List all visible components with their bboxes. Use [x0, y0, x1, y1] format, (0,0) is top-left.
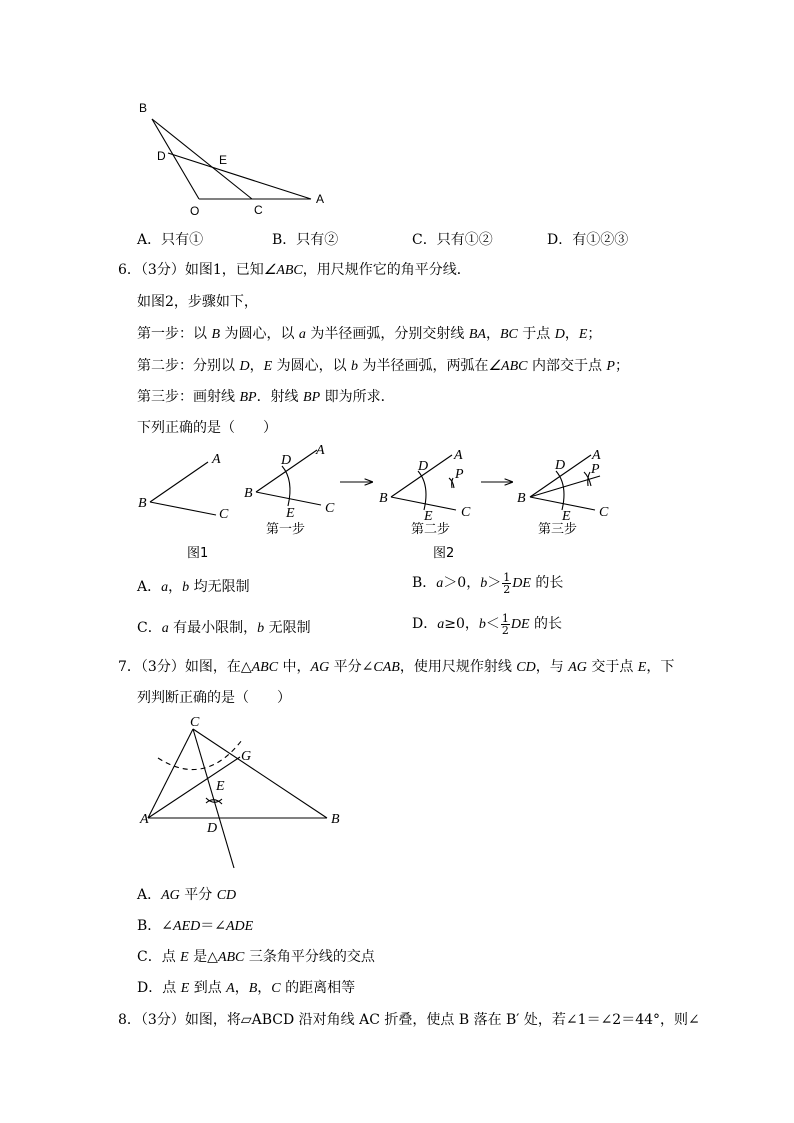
q6-step1-label-E: E: [286, 506, 295, 521]
q6-step3-label-C: C: [599, 505, 609, 520]
q5-label-O: O: [190, 204, 200, 218]
q6-caption-step1: 第一步: [266, 522, 306, 537]
q7-number: 7．: [118, 659, 141, 675]
q6-opt-c-prefix: C．: [137, 620, 162, 636]
q6-step2-t8: ∠ABC: [488, 359, 528, 374]
q6-step1-label-C: C: [325, 501, 335, 516]
q7-opt-d-p5: ，: [234, 980, 249, 996]
q6-step1-t7: ，: [485, 326, 500, 342]
q6-caption-fig1: 图1: [187, 546, 209, 561]
q6-step3-t2: BP: [239, 390, 257, 405]
q7-option-b[interactable]: [137, 915, 253, 935]
q7-opt-d-p9: 的距离相等: [280, 980, 356, 996]
q7-opt-c-p5: 三条角平分线的交点: [244, 949, 375, 965]
q6-step1-t12: E: [578, 327, 588, 342]
q7-opt-d-p1: 点: [162, 980, 181, 996]
q6-step1-t8: BC: [499, 327, 518, 342]
q7-label-G: G: [241, 749, 252, 764]
q7-opt-d-p2: E: [180, 981, 190, 996]
q7-stem-line2: 列判断正确的是（ ）: [137, 690, 291, 706]
q8-text: 如图，将▱ABCD 沿对角线 AC 折叠，使点 B 落在 B′ 处，若∠1＝∠2＝44°，则∠: [184, 1012, 700, 1028]
q7-s1: 如图，在△: [184, 659, 252, 675]
q7-line-CB: [193, 729, 327, 818]
q6-step2-t2: D: [239, 359, 250, 374]
q6-opt-b-tail: 的长: [530, 575, 564, 591]
q6-opt-a-v2: b: [182, 580, 190, 595]
q6-opt-b-prefix: B．: [412, 575, 437, 591]
q7-s4: AG: [310, 660, 330, 675]
q6-score: （3分）: [140, 262, 185, 278]
q7-arc-dashed: [158, 740, 242, 770]
q6-opt-b-den: 2: [503, 582, 511, 596]
q7-line-CA: [148, 729, 193, 818]
q8-score: （3分）: [140, 1012, 185, 1028]
q6-step3-t5: 即为所求．: [320, 389, 395, 405]
q6-step1-t6: BA: [468, 327, 486, 342]
q6-opt-d-num: 1: [501, 611, 509, 625]
q6-opt-c-v1: a: [161, 621, 169, 636]
q7-s5: 平分∠: [329, 659, 374, 675]
q7-opt-d-p7: ，: [257, 980, 272, 996]
q6-opt-d-seg: DE: [510, 617, 530, 632]
q5-option-b[interactable]: B．只有②: [272, 232, 339, 248]
q5-label-E: E: [219, 153, 228, 167]
q6-step2-t3: ，: [249, 358, 264, 374]
q6-opt-b-num: 1: [503, 570, 511, 584]
q6-stem-angle: ∠ABC: [263, 263, 303, 278]
q7-opt-b-p1: ∠: [161, 918, 174, 934]
q5-label-A: A: [316, 192, 325, 206]
q6-step1-t3: 为圆心，以: [220, 326, 299, 342]
q6-step2-label-A: A: [454, 448, 463, 463]
q6-fig1-label-B: B: [138, 496, 147, 511]
q6-step2-label-E: E: [424, 509, 433, 524]
q6-step3-t1: 第三步：画射线: [137, 389, 240, 405]
q5-label-B: B: [139, 101, 148, 115]
q7-label-D: D: [207, 821, 218, 836]
q7-label-E: E: [216, 779, 225, 794]
q7-label-C: C: [190, 715, 200, 730]
q6-opt-d-tail: 的长: [529, 616, 562, 632]
q6-step1-label-D: D: [281, 453, 292, 468]
q6-intro: 如图2，步骤如下，: [137, 294, 258, 310]
q6-step2-label-C: C: [461, 505, 471, 520]
q6-step2-t10: P: [606, 359, 615, 374]
q6-step3-t3: ．射线: [256, 389, 304, 405]
q6-caption-step3: 第三步: [538, 522, 578, 537]
q6-step1-t11: ，: [564, 326, 579, 342]
q5-option-a[interactable]: A．只有①: [137, 232, 204, 248]
q7-opt-d-p6: B: [248, 981, 258, 996]
q6-opt-d-den: 2: [501, 623, 509, 637]
q7-opt-b-p3: ＝∠: [200, 918, 226, 934]
q6-step3-label-A: A: [592, 448, 601, 463]
q7-opt-c-p2: E: [180, 950, 189, 965]
q5-label-C: C: [254, 203, 263, 217]
q6-step1-t9: 于点: [517, 326, 555, 342]
q6-step1-t13: ；: [587, 326, 602, 342]
q6-step3-label-E: E: [562, 509, 571, 524]
q7-opt-a-p3: CD: [216, 888, 237, 903]
q7-opt-c-p3: 是△: [188, 949, 218, 965]
q6-step2-t11: ；: [614, 358, 629, 374]
q7-s12: E: [637, 660, 647, 675]
q6-step3-t4: BP: [303, 390, 321, 405]
q6-number: 6．: [118, 262, 141, 278]
q6-stem-post: ，用尺规作它的角平分线．: [302, 262, 471, 278]
q6-step2-t1: 第二步：分别以: [137, 358, 240, 374]
q7-s2: ABC: [251, 660, 279, 675]
q6-opt-d-v1: a: [437, 617, 445, 632]
q7-opt-a-p2: 平分: [179, 887, 217, 903]
q6-step3-label-D: D: [555, 458, 566, 473]
q6-opt-c-v2: b: [257, 621, 265, 636]
q6-opt-a-sep: ，: [168, 579, 183, 595]
q7-opt-a-prefix: A．: [137, 887, 162, 903]
q5-label-D: D: [157, 149, 166, 163]
q6-fig1-label-A: A: [212, 452, 221, 467]
q6-opt-a-prefix: A．: [137, 579, 162, 595]
q6-step1-t2: B: [211, 327, 221, 342]
q7-opt-b-p4: ADE: [225, 919, 254, 934]
q5-option-c[interactable]: C．只有①②: [412, 232, 493, 248]
q6-step2-label-D: D: [418, 459, 429, 474]
q7-s9: ，与: [535, 659, 569, 675]
q6-caption-fig2: 图2: [433, 546, 455, 561]
q7-opt-d-p3: 到点: [189, 980, 227, 996]
q6-step1-t5: 为半径画弧，分别交射线: [305, 326, 469, 342]
q7-s6: CAB: [373, 660, 400, 675]
q6-stem-pre: 如图1，已知: [184, 262, 264, 278]
q6-fig1-label-C: C: [219, 507, 229, 522]
q6-step1-label-B: B: [244, 486, 253, 501]
q6-opt-b-v2: b: [480, 576, 488, 591]
q7-label-B: B: [331, 812, 340, 827]
q7-line-AG: [148, 757, 240, 818]
q7-option-a[interactable]: [137, 884, 236, 904]
q6-step1-t1: 第一步：以: [137, 326, 212, 342]
q6-step3-label-P: P: [591, 462, 600, 477]
q6-step2-t5: 为圆心，以: [272, 358, 352, 374]
q7-label-A: A: [140, 812, 149, 827]
q7-s8: CD: [516, 660, 536, 675]
q7-opt-c-prefix: C．: [137, 949, 162, 965]
q7-opt-b-prefix: B．: [137, 918, 162, 934]
q6-opt-a-rest: 均无限制: [189, 579, 250, 595]
q7-opt-d-prefix: D．: [137, 980, 163, 996]
q8-stem: [118, 1009, 700, 1029]
q6-step2-t4: E: [263, 359, 273, 374]
q6-step1-t10: D: [554, 327, 565, 342]
q6-opt-d-v2: b: [478, 617, 486, 632]
q6-step3-label-B: B: [517, 491, 526, 506]
q6-opt-b-v1: a: [436, 576, 444, 591]
q7-option-d[interactable]: [137, 977, 355, 997]
q6-opt-c-mid: 有最小限制，: [168, 620, 258, 636]
q6-step2-t6: b: [351, 359, 359, 374]
q7-s7: ，使用尺规作射线: [399, 659, 517, 675]
q6-caption-step2: 第二步: [411, 522, 451, 537]
q8-number: 8．: [118, 1012, 141, 1028]
q7-s10: AG: [568, 660, 587, 675]
q7-opt-d-p4: A: [226, 981, 235, 996]
q6-question: 下列正确的是（ ）: [137, 420, 277, 436]
q7-s13: ，下: [646, 659, 675, 675]
q6-opt-a-v1: a: [161, 580, 169, 595]
q7-s11: 交于点: [586, 659, 638, 675]
q7-s3: 中，: [278, 659, 311, 675]
q7-opt-c-p1: 点: [161, 949, 181, 965]
q6-opt-b-cond1: ＞0，: [443, 575, 481, 591]
q7-opt-a-p1: AG: [161, 888, 180, 903]
q6-opt-b-cond2: ＞: [487, 575, 502, 591]
q6-opt-d-prefix: D．: [412, 616, 438, 632]
q7-opt-b-p2: AED: [173, 919, 201, 934]
q7-opt-d-p8: C: [271, 981, 281, 996]
q7-opt-c-p4: ABC: [217, 950, 245, 965]
q6-step1-label-A: A: [316, 443, 325, 458]
q7-option-c[interactable]: [137, 946, 375, 966]
q6-step2-label-B: B: [379, 491, 388, 506]
q6-step2-t7: 为半径画弧，两弧在: [358, 358, 489, 374]
q7-line-CD-ray: [193, 729, 234, 868]
q5-option-d[interactable]: D．有①②③: [547, 232, 629, 248]
q6-opt-d-cond1: ≥0，: [444, 616, 479, 632]
q6-opt-c-rest: 无限制: [264, 620, 311, 636]
q6-opt-b-seg: DE: [512, 576, 531, 591]
q7-score: （3分）: [140, 659, 185, 675]
q6-opt-d-cond2: ＜: [485, 616, 500, 632]
q6-step1-t4: a: [298, 327, 306, 342]
q6-step2-label-P: P: [455, 467, 464, 482]
q6-step2-t9: 内部交于点: [527, 358, 607, 374]
